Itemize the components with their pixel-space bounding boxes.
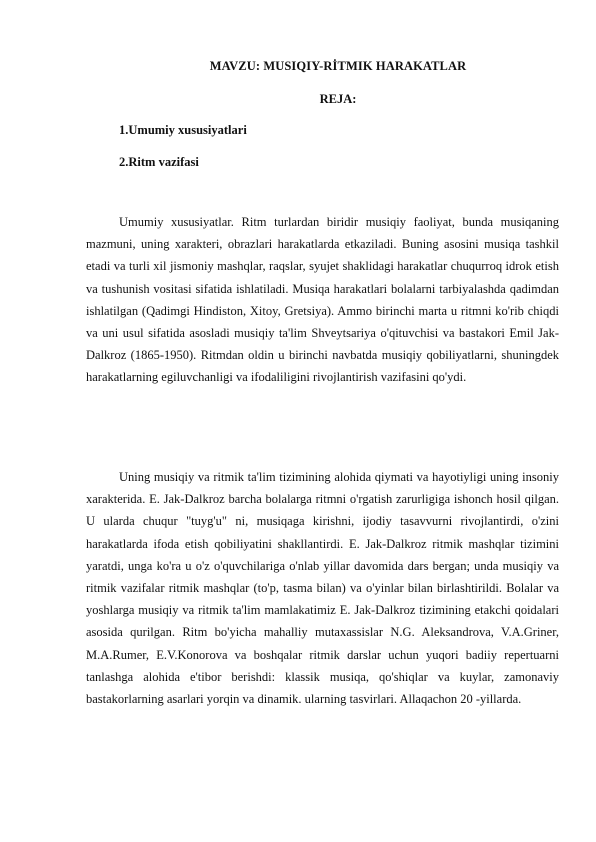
body-paragraph: Umumiy xususiyatlar. Ritm turlardan biridir musiqiy faoliyat, bunda musiqaning mazmuni, uning xarakteri, obrazlari harakatlarda etkaziladi. Buning asosini musiqa tashkil etadi va turli xil jismoniy mashqlar, raqslar, syujet shaklidagi harakatlar chuqurroq idrok etish va tushunish vositasi sifatida ishlatiladi. Musiqa harakatlari bolalarni tarbiyalashda qadimdan ishlatilgan (Qadimgi Hindiston, Xitoy, Gretsiya). Ammo birinchi marta u ritmni ko'rib chiqdi va uni usul sifatida asosladi musiqiy ta'lim Shveytsariya o'qituvchisi va bastakori Emil Jak-Dalkroz (1865-1950). Ritmdan oldin u birinchi navbatda musiqiy qobiliyatlarni, shuningdek harakatlarning egiluvchanligi va ifodaliligini rivojlantirish vazifasini qo'ydi.	[86, 215, 559, 385]
body-paragraph-1-block	[86, 211, 559, 389]
body-paragraph-2-block	[86, 466, 559, 710]
plan-item-2: 2.Ritm vazifasi	[119, 155, 199, 169]
body-paragraph: Uning musiqiy va ritmik ta'lim tizimining alohida qiymati va hayotiyligi uning insoniy xarakterida. E. Jak-Dalkroz barcha bolalarga ritmni o'rgatish zarurligiga ishonch hosil qilgan. U ularda chuqur "tuyg'u" ni, musiqaga kirishni, ijodiy tasavvurni rivojlantirdi, o'zini harakatlarda ifoda etish qobiliyatini shakllantirdi. E. Jak-Dalkroz ritmik mashqlar tizimini yaratdi, unga ko'ra u o'z o'quvchilariga o'nlab yillar davomida dars bergan; unda musiqiy va ritmik vazifalar ritmik mashqlar (to'p, tasma bilan) va o'yinlar bilan birlashtirildi. Bolalar va yoshlarga musiqiy va ritmik ta'lim mamlakatimiz E. Jak-Dalkroz tizimining etakchi qoidalari asosida qurilgan. Ritm bo'yicha mahalliy mutaxassislar N.G. Aleksandrova, V.A.Griner, M.A.Rumer, E.V.Konorova va boshqalar ritmik darslar uchun yuqori badiiy repertuarni tanlashga alohida e'tibor berishdi: klassik musiqa, qo'shiqlar va kuylar, zamonaviy bastakorlarning asarlari yorqin va dinamik. ularning tasvirlari. Allaqachon 20 -yillarda.	[86, 470, 559, 707]
document-title: MAVZU: MUSIQIY-RİTMIK HARAKATLAR	[209, 59, 467, 73]
plan-item-1: 1.Umumiy xususiyatlari	[119, 123, 247, 137]
plan-heading: REJA:	[319, 92, 357, 106]
